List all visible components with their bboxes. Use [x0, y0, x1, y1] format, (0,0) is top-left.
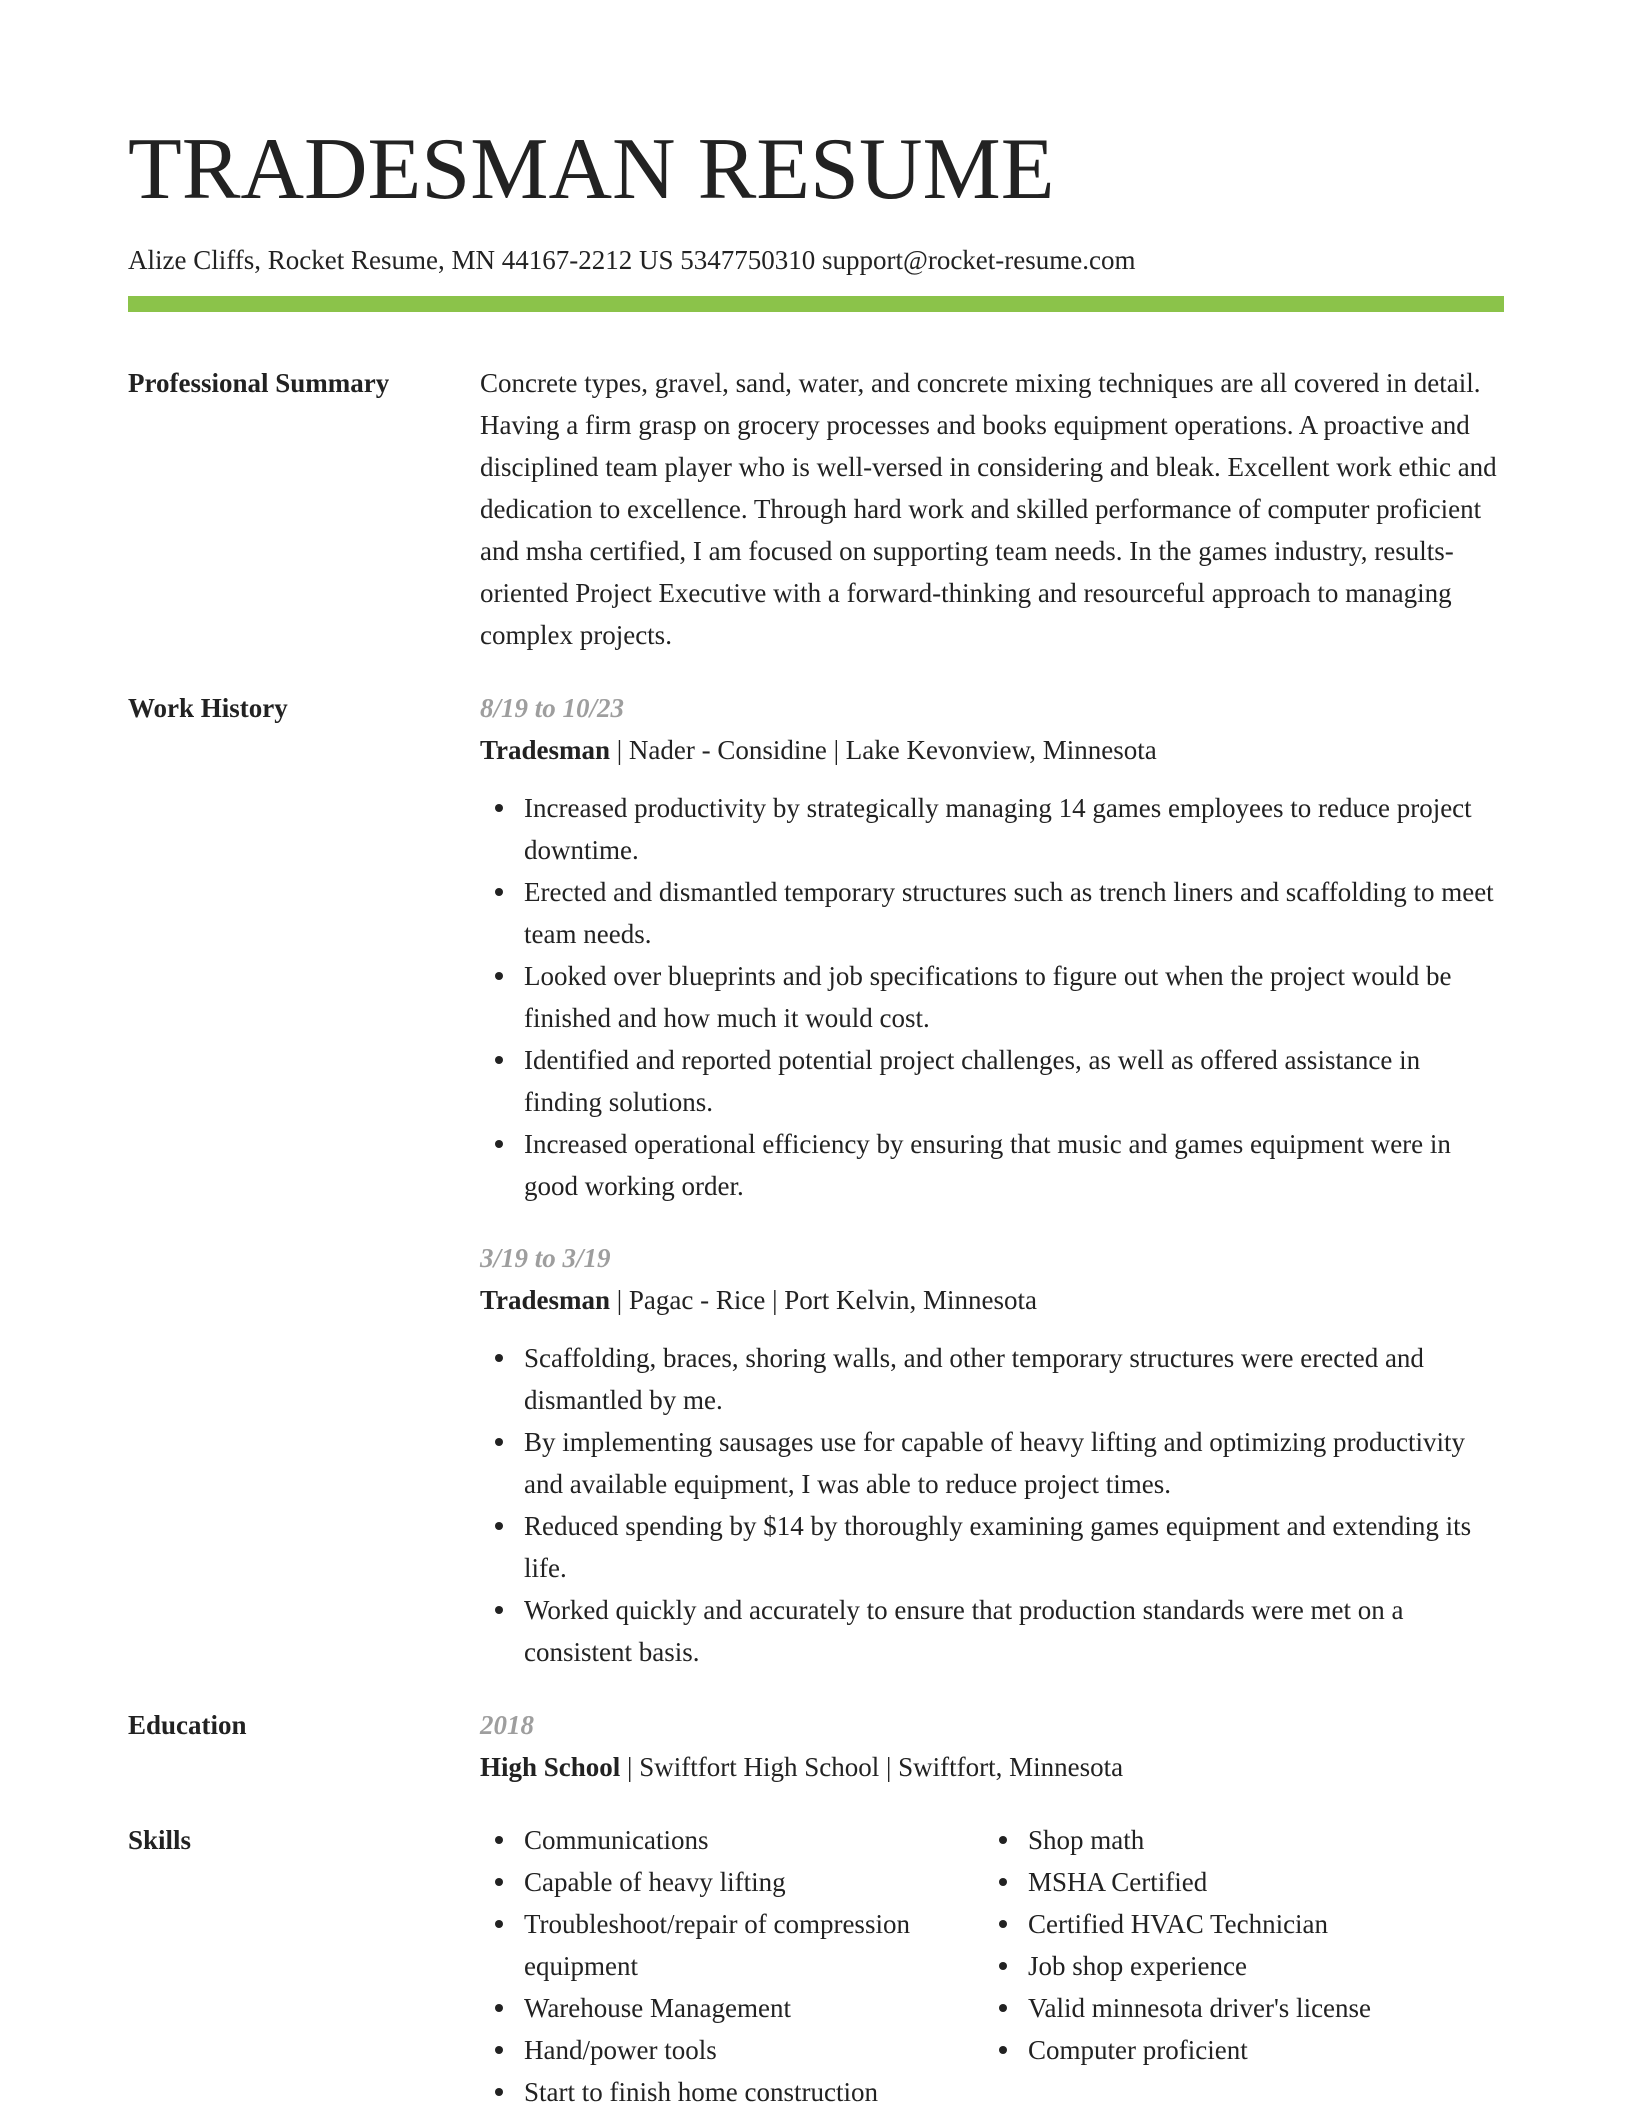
- job-bullet: Worked quickly and accurately to ensure that production standards were met on a consistent basis.: [480, 1589, 1504, 1673]
- job-dates: 3/19 to 3/19: [480, 1243, 611, 1273]
- job-role: Tradesman: [480, 735, 611, 765]
- accent-divider: [128, 296, 1504, 312]
- job-details: | Nader - Considine | Lake Kevonview, Minnesota: [610, 735, 1157, 765]
- skills-column-left: [480, 1819, 984, 2112]
- section-label-work: Work History: [128, 693, 288, 723]
- skill-item: Shop math: [984, 1819, 1488, 1861]
- education-year: 2018: [480, 1710, 534, 1740]
- job-bullet: Increased productivity by strategically managing 14 games employees to reduce project downtime.: [480, 787, 1504, 871]
- job-dates: 8/19 to 10/23: [480, 693, 625, 723]
- skill-item: Valid minnesota driver's license: [984, 1987, 1488, 2029]
- skill-item: Communications: [480, 1819, 984, 1861]
- skill-item: Job shop experience: [984, 1945, 1488, 1987]
- education-degree: High School: [480, 1752, 621, 1782]
- work-history-section: [128, 687, 1504, 1673]
- section-label-education: Education: [128, 1710, 247, 1740]
- job-entry: [480, 687, 1504, 1207]
- skill-item: Computer proficient: [984, 2029, 1488, 2071]
- education-heading: [480, 1746, 1504, 1788]
- education-section: [128, 1704, 1504, 1788]
- job-bullets: [480, 787, 1504, 1207]
- contact-line: Alize Cliffs, Rocket Resume, MN 44167-2212 US 5347750310 support@rocket-resume.com: [128, 245, 1136, 275]
- resume-title: TRADESMAN RESUME: [128, 121, 1055, 218]
- skill-item: Warehouse Management: [480, 1987, 984, 2029]
- job-bullet: Looked over blueprints and job specifications to figure out when the project would be finished and how much it would cost.: [480, 955, 1504, 1039]
- skills-body: [480, 1819, 1504, 2112]
- job-bullet: By implementing sausages use for capable of heavy lifting and optimizing productivity and available equipment, I was able to reduce project times.: [480, 1421, 1504, 1505]
- job-bullet: Scaffolding, braces, shoring walls, and other temporary structures were erected and dismantled by me.: [480, 1337, 1504, 1421]
- job-entry: [480, 1237, 1504, 1673]
- skill-item: Certified HVAC Technician: [984, 1903, 1488, 1945]
- job-details: | Pagac - Rice | Port Kelvin, Minnesota: [610, 1285, 1037, 1315]
- skills-list-right: [984, 1819, 1488, 2071]
- section-label-summary: Professional Summary: [128, 368, 390, 398]
- skill-item: MSHA Certified: [984, 1861, 1488, 1903]
- section-label-skills: Skills: [128, 1825, 192, 1855]
- job-bullet: Erected and dismantled temporary structures such as trench liners and scaffolding to meet team needs.: [480, 871, 1504, 955]
- job-heading: [480, 729, 1504, 771]
- education-details: | Swiftfort High School | Swiftfort, Minnesota: [620, 1752, 1124, 1782]
- work-history-body: [480, 687, 1504, 1673]
- skill-item: Capable of heavy lifting: [480, 1861, 984, 1903]
- resume-page: [128, 118, 1504, 2112]
- skill-item: Hand/power tools: [480, 2029, 984, 2071]
- skills-list-left: [480, 1819, 984, 2112]
- summary-text: Concrete types, gravel, sand, water, and concrete mixing techniques are all covered in detail. Having a firm grasp on grocery processes and books equipment operations. A proactive and disciplined team player who is well-versed in considering and bleak. Excellent work ethic and dedication to excellence. Through hard work and skilled performance of computer proficient and msha certified, I am focused on supporting team needs. In the games industry, results-oriented Project Executive with a forward-thinking and resourceful approach to managing complex projects.: [480, 368, 1497, 650]
- job-bullets: [480, 1337, 1504, 1673]
- skills-column-right: [984, 1819, 1488, 2112]
- job-bullet: Reduced spending by $14 by thoroughly examining games equipment and extending its life.: [480, 1505, 1504, 1589]
- job-role: Tradesman: [480, 1285, 611, 1315]
- skills-section: [128, 1819, 1504, 2112]
- skill-item: Start to finish home construction: [480, 2071, 984, 2112]
- job-heading: [480, 1279, 1504, 1321]
- education-body: [480, 1704, 1504, 1788]
- job-bullet: Identified and reported potential project challenges, as well as offered assistance in finding solutions.: [480, 1039, 1504, 1123]
- job-bullet: Increased operational efficiency by ensuring that music and games equipment were in good working order.: [480, 1123, 1504, 1207]
- skill-item: Troubleshoot/repair of compression equipment: [480, 1903, 984, 1987]
- summary-section: [128, 362, 1504, 656]
